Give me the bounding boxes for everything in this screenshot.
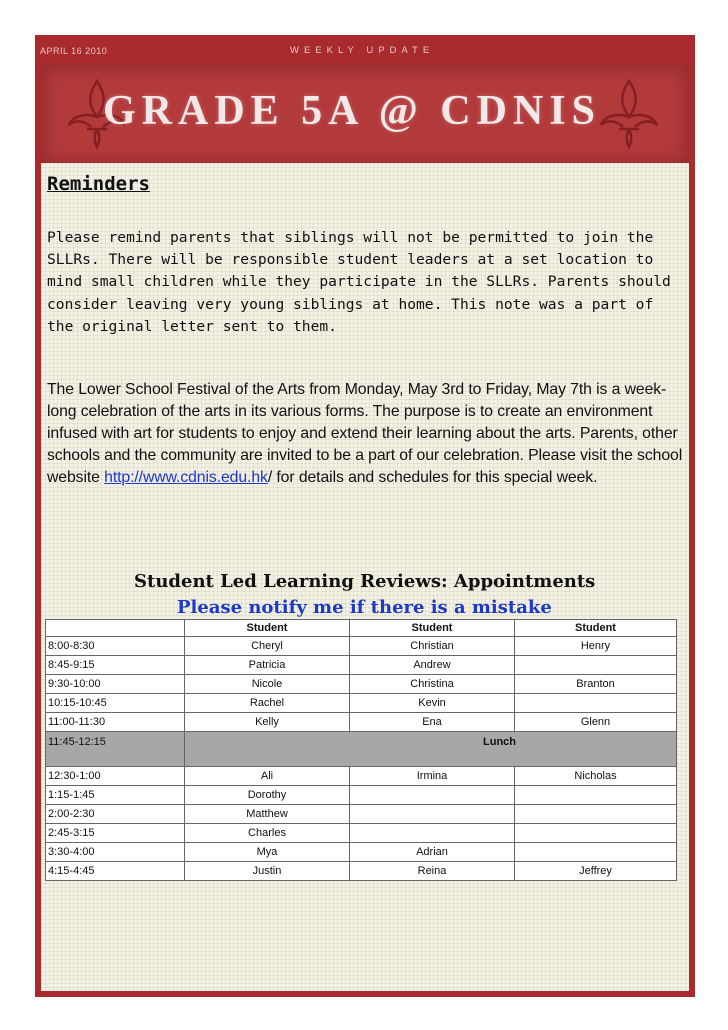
time-slot-cell: 8:00-8:30	[46, 637, 185, 656]
arts-festival-text-end: / for details and schedules for this special week.	[267, 469, 598, 487]
arts-festival-paragraph	[47, 379, 687, 489]
table-row	[46, 675, 677, 694]
issue-date: APRIL 16 2010	[40, 46, 108, 56]
time-slot-cell: 11:00-11:30	[46, 713, 185, 732]
table-row	[46, 824, 677, 843]
student-name-cell: Nicholas	[515, 767, 677, 786]
school-website-link[interactable]: http://www.cdnis.edu.hk	[104, 469, 268, 487]
student-name-cell: Justin	[185, 862, 350, 881]
content-area	[41, 163, 689, 991]
time-slot-cell: 3:30-4:00	[46, 843, 185, 862]
table-row	[46, 637, 677, 656]
siblings-reminder-paragraph: Please remind parents that siblings will not be permitted to join the SLLRs. There will be responsible student leaders at a set location to mind small children while they participate in the SLLRs. Parents should consider leaving very young siblings at home. This note was a part of the original letter sent to them.	[47, 229, 671, 335]
table-row	[46, 767, 677, 786]
column-header: Student	[515, 620, 677, 637]
student-name-cell: Charles	[185, 824, 350, 843]
section-label: WEEKLY UPDATE	[290, 45, 435, 56]
lunch-break-cell: Lunch	[185, 732, 677, 767]
title-banner	[41, 65, 689, 165]
table-row	[46, 843, 677, 862]
student-name-cell: Dorothy	[185, 786, 350, 805]
time-slot-cell: 2:00-2:30	[46, 805, 185, 824]
student-name-cell: Kevin	[350, 694, 515, 713]
time-slot-cell: 10:15-10:45	[46, 694, 185, 713]
newsletter-title: GRADE 5A @ CDNIS	[103, 88, 601, 134]
time-slot-cell: 8:45-9:15	[46, 656, 185, 675]
student-name-cell: Ali	[185, 767, 350, 786]
student-name-cell	[515, 656, 677, 675]
arts-festival-text: The Lower School Festival of the Arts from Monday, May 3rd to Friday, May 7th is a week-long celebration of the arts in its various forms. The purpose is to create an environment infused with art for students to enjoy and extend their learning about the arts. Parents, other schools and the community are invited to be a part of our celebration. Please visit the school website	[47, 381, 683, 487]
student-name-cell	[515, 786, 677, 805]
student-name-cell: Christian	[350, 637, 515, 656]
table-row	[46, 713, 677, 732]
student-name-cell	[350, 805, 515, 824]
reminders-heading: Reminders	[47, 173, 150, 195]
student-name-cell	[515, 824, 677, 843]
table-header-row	[46, 620, 677, 637]
student-name-cell: Matthew	[185, 805, 350, 824]
table-row	[46, 656, 677, 675]
student-name-cell	[515, 694, 677, 713]
time-slot-cell: 9:30-10:00	[46, 675, 185, 694]
top-bar	[35, 35, 695, 65]
student-name-cell	[515, 805, 677, 824]
student-name-cell: Nicole	[185, 675, 350, 694]
student-name-cell: Glenn	[515, 713, 677, 732]
student-name-cell: Reina	[350, 862, 515, 881]
student-name-cell: Mya	[185, 843, 350, 862]
student-name-cell: Branton	[515, 675, 677, 694]
student-name-cell: Irmina	[350, 767, 515, 786]
student-name-cell: Ena	[350, 713, 515, 732]
time-slot-cell: 4:15-4:45	[46, 862, 185, 881]
student-name-cell	[515, 843, 677, 862]
time-slot-cell: 12:30-1:00	[46, 767, 185, 786]
column-header	[46, 620, 185, 637]
student-name-cell: Rachel	[185, 694, 350, 713]
student-name-cell: Kelly	[185, 713, 350, 732]
student-name-cell: Adrian	[350, 843, 515, 862]
student-name-cell: Jeffrey	[515, 862, 677, 881]
student-name-cell: Christina	[350, 675, 515, 694]
table-row	[46, 732, 677, 767]
student-name-cell	[350, 786, 515, 805]
newsletter-frame	[35, 35, 695, 997]
schedule-title: Student Led Learning Reviews: Appointments	[134, 571, 596, 592]
table-row	[46, 862, 677, 881]
student-name-cell: Andrew	[350, 656, 515, 675]
table-row	[46, 694, 677, 713]
table-row	[46, 786, 677, 805]
appointments-table	[45, 619, 677, 881]
time-slot-cell: 1:15-1:45	[46, 786, 185, 805]
column-header: Student	[350, 620, 515, 637]
column-header: Student	[185, 620, 350, 637]
student-name-cell: Cheryl	[185, 637, 350, 656]
student-name-cell	[350, 824, 515, 843]
schedule-subtitle: Please notify me if there is a mistake	[177, 597, 552, 618]
time-slot-cell: 11:45-12:15	[46, 732, 185, 767]
time-slot-cell: 2:45-3:15	[46, 824, 185, 843]
table-row	[46, 805, 677, 824]
student-name-cell: Henry	[515, 637, 677, 656]
student-name-cell: Patricia	[185, 656, 350, 675]
